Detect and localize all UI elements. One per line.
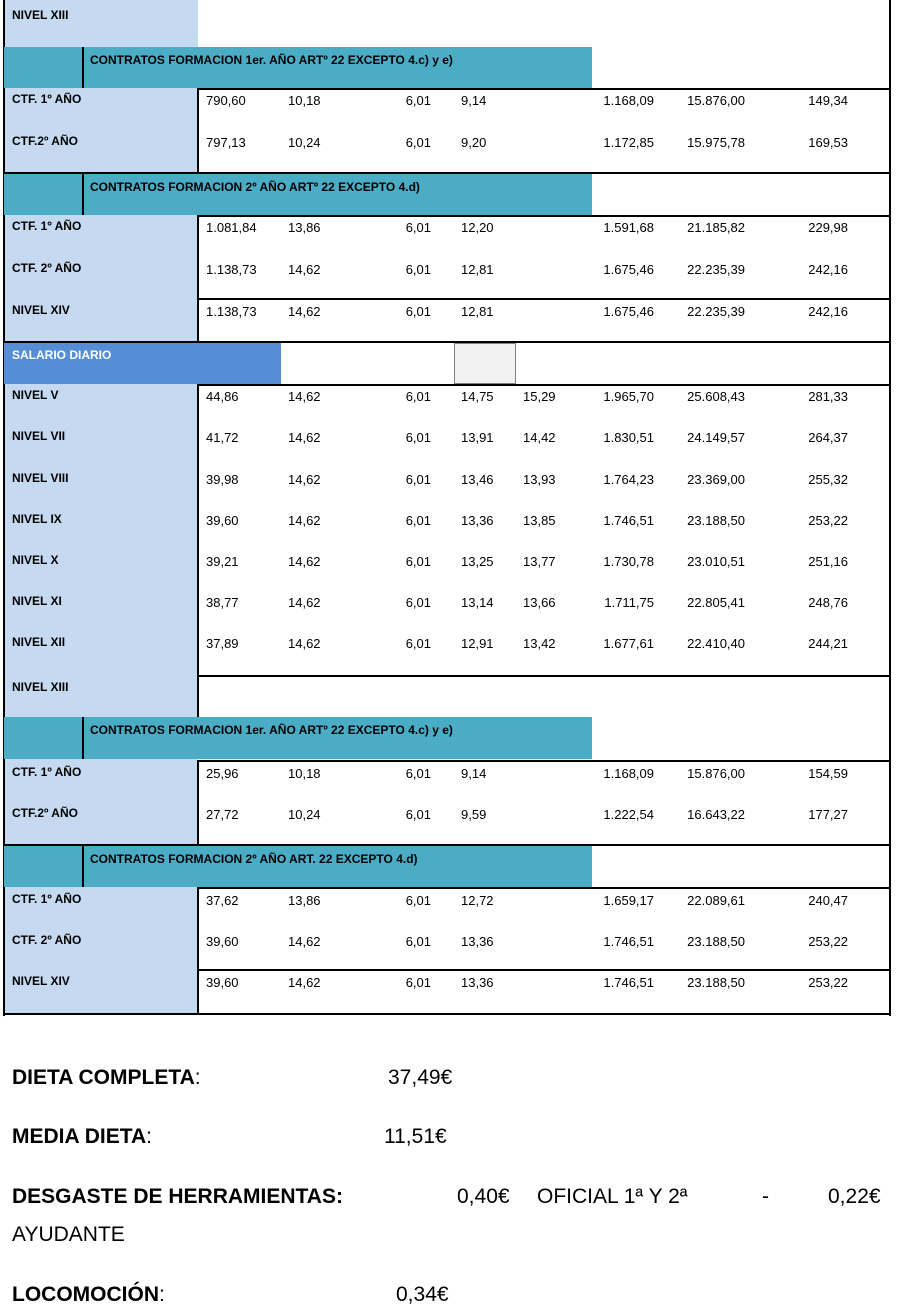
table-cell: 23.188,50: [687, 513, 745, 528]
table-cell: 9,14: [461, 766, 487, 781]
table-cell: 1.746,51: [603, 934, 654, 949]
desgaste-value-oficial: 0,40€: [457, 1185, 510, 1208]
row-divider: [198, 215, 891, 217]
table-cell: 13,86: [288, 893, 321, 908]
table-cell: 1.675,46: [603, 304, 654, 319]
desgaste-label-text: DESGASTE DE HERRAMIENTAS:: [12, 1185, 343, 1208]
table-cell: 39,60: [206, 934, 239, 949]
dieta-completa-label: DIETA COMPLETA: [12, 1066, 195, 1089]
table-cell: 14,62: [288, 262, 321, 277]
section-band-formacion-3: [4, 717, 592, 759]
table-cell: 6,01: [405, 636, 431, 651]
table-cell: 39,60: [206, 975, 239, 990]
table-cell: 25,96: [206, 766, 239, 781]
table-cell: 9,14: [461, 93, 487, 108]
table-cell: 24.149,57: [687, 430, 745, 445]
desgaste-value-ayudante: 0,22€: [828, 1185, 881, 1208]
row-divider: [198, 675, 891, 677]
row-label: CTF. 1º AÑO: [12, 219, 82, 233]
table-cell: 14,62: [288, 513, 321, 528]
table-cell: 10,18: [288, 766, 321, 781]
table-cell: 15.876,00: [687, 766, 745, 781]
table-cell: 14,62: [288, 934, 321, 949]
table-cell: 264,37: [808, 430, 848, 445]
table-cell: 13,36: [461, 975, 494, 990]
table-cell: 9,59: [461, 807, 487, 822]
table-cell: 15,29: [523, 389, 556, 404]
table-cell: 16.643,22: [687, 807, 745, 822]
locomocion-label: LOCOMOCIÓN: [12, 1283, 159, 1306]
table-cell: 6,01: [405, 135, 431, 150]
section-band-title: CONTRATOS FORMACION 2º AÑO ART. 22 EXCEPTO 4.d): [90, 852, 418, 866]
table-cell: 13,66: [523, 595, 556, 610]
section-band-title: CONTRATOS FORMACION 1er. AÑO ARTº 22 EXCEPTO 4.c) y e): [90, 53, 453, 67]
table-cell: 1.659,17: [603, 893, 654, 908]
row-divider: [198, 887, 891, 889]
table-cell: 13,25: [461, 554, 494, 569]
dieta-completa-line: [12, 1066, 201, 1090]
table-cell: 1.675,46: [603, 262, 654, 277]
table-cell: 1.172,85: [603, 135, 654, 150]
desgaste-oficial-text: OFICIAL 1ª Y 2ª: [537, 1185, 688, 1208]
row-label: CTF. 2º AÑO: [12, 261, 82, 275]
table-cell: 39,98: [206, 472, 239, 487]
table-cell: 149,34: [808, 93, 848, 108]
table-cell: 12,91: [461, 636, 494, 651]
row-label-nivel-xiii: NIVEL XIII: [12, 680, 69, 694]
table-cell: 23.188,50: [687, 934, 745, 949]
table-cell: 14,62: [288, 554, 321, 569]
table-cell: 37,62: [206, 893, 239, 908]
table-cell: 1.168,09: [603, 766, 654, 781]
table-cell: 1.138,73: [206, 304, 257, 319]
table-cell: 1.746,51: [603, 513, 654, 528]
table-cell: 6,01: [405, 220, 431, 235]
table-cell: 10,24: [288, 807, 321, 822]
table-cell: 6,01: [405, 513, 431, 528]
col-divider: [197, 760, 199, 844]
table-cell: 790,60: [206, 93, 246, 108]
table-cell: 6,01: [405, 389, 431, 404]
col-divider: [197, 88, 199, 172]
row-label: NIVEL XII: [12, 635, 66, 649]
table-cell: 14,42: [523, 430, 556, 445]
row-label: NIVEL V: [12, 388, 59, 402]
table-cell: 6,01: [405, 975, 431, 990]
table-cell: 15.975,78: [687, 135, 745, 150]
gray-cell: [454, 343, 516, 384]
table-cell: 6,01: [405, 595, 431, 610]
table-cell: 251,16: [808, 554, 848, 569]
table-cell: 22.089,61: [687, 893, 745, 908]
dieta-completa-colon: :: [194, 1066, 201, 1089]
row-label: NIVEL XIV: [12, 974, 70, 988]
row-divider: [198, 969, 891, 971]
table-cell: 10,24: [288, 135, 321, 150]
table-cell: 23.188,50: [687, 975, 745, 990]
table-cell: 14,62: [288, 472, 321, 487]
table-cell: 22.235,39: [687, 304, 745, 319]
row-label: NIVEL IX: [12, 512, 62, 526]
table-cell: 244,21: [808, 636, 848, 651]
table-cell: 6,01: [405, 807, 431, 822]
table-cell: 1.965,70: [603, 389, 654, 404]
table-cell: 6,01: [405, 93, 431, 108]
table-cell: 15.876,00: [687, 93, 745, 108]
table-cell: 23.010,51: [687, 554, 745, 569]
table-cell: 37,89: [206, 636, 239, 651]
table-cell: 22.805,41: [687, 595, 745, 610]
table-cell: 22.235,39: [687, 262, 745, 277]
table-cell: 154,59: [808, 766, 848, 781]
media-dieta-value: 11,51€: [384, 1125, 447, 1148]
row-label: NIVEL VII: [12, 429, 66, 443]
col-divider: [197, 675, 199, 717]
table-cell: 39,60: [206, 513, 239, 528]
row-label: CTF. 1º AÑO: [12, 892, 82, 906]
table-cell: 1.711,75: [604, 595, 654, 610]
table-cell: 1.168,09: [603, 93, 654, 108]
table-cell: 25.608,43: [687, 389, 745, 404]
section-band-formacion-2: [4, 174, 592, 215]
table-cell: 169,53: [808, 135, 848, 150]
row-label: CTF. 2º AÑO: [12, 933, 82, 947]
table-cell: 10,18: [288, 93, 321, 108]
table-cell: 797,13: [206, 135, 246, 150]
table-cell: 242,16: [808, 262, 848, 277]
table-cell: 13,36: [461, 513, 494, 528]
table-cell: 6,01: [405, 766, 431, 781]
row-divider: [198, 298, 891, 300]
table-cell: 242,16: [808, 304, 848, 319]
table-cell: 6,01: [405, 472, 431, 487]
row-label: NIVEL XI: [12, 594, 62, 608]
table-cell: 6,01: [405, 554, 431, 569]
table-cell: 6,01: [405, 304, 431, 319]
section-band-formacion-4: [4, 846, 592, 887]
table-cell: 13,77: [523, 554, 556, 569]
table-cell: 13,36: [461, 934, 494, 949]
desgaste-label: [12, 1185, 343, 1209]
table-cell: 1.830,51: [603, 430, 654, 445]
table-cell: 13,85: [523, 513, 556, 528]
table-cell: 253,22: [808, 975, 848, 990]
row-label: CTF. 1º AÑO: [12, 765, 82, 779]
col-divider: [197, 887, 199, 1014]
table-cell: 9,20: [461, 135, 487, 150]
table-cell: 27,72: [206, 807, 239, 822]
table-bottom-border: [3, 1013, 891, 1015]
table-cell: 1.222,54: [603, 807, 654, 822]
section-band-formacion-1: [4, 47, 592, 88]
table-cell: 13,46: [461, 472, 494, 487]
locomocion-value: 0,34€: [396, 1283, 449, 1306]
row-divider: [198, 760, 891, 762]
table-cell: 6,01: [405, 430, 431, 445]
table-cell: 1.591,68: [603, 220, 654, 235]
table-cell: 14,62: [288, 975, 321, 990]
table-cell: 39,21: [206, 554, 239, 569]
desgaste-dash: -: [762, 1185, 769, 1208]
row-label: NIVEL VIII: [12, 471, 69, 485]
table-cell: 248,76: [808, 595, 848, 610]
table-cell: 41,72: [206, 430, 239, 445]
table-cell: 253,22: [808, 934, 848, 949]
table-cell: 22.410,40: [687, 636, 745, 651]
table-cell: 13,86: [288, 220, 321, 235]
table-cell: 21.185,82: [687, 220, 745, 235]
table-cell: 13,42: [523, 636, 556, 651]
row-label: CTF.2º AÑO: [12, 806, 78, 820]
table-cell: 14,62: [288, 389, 321, 404]
table-cell: 1.764,23: [603, 472, 654, 487]
table-cell: 1.730,78: [603, 554, 654, 569]
table-cell: 6,01: [405, 934, 431, 949]
media-dieta-label: MEDIA DIETA: [12, 1125, 147, 1148]
table-cell: 281,33: [808, 389, 848, 404]
table-cell: 1.746,51: [603, 975, 654, 990]
row-label: NIVEL X: [12, 553, 59, 567]
row-label: CTF.2º AÑO: [12, 134, 78, 148]
table-cell: 13,14: [461, 595, 494, 610]
table-cell: 12,20: [461, 220, 494, 235]
section-band-title: CONTRATOS FORMACION 2º AÑO ARTº 22 EXCEPTO 4.d): [90, 180, 420, 194]
row-label: CTF. 1º AÑO: [12, 92, 82, 106]
row-label: NIVEL XIV: [12, 303, 70, 317]
locomocion-line: [12, 1283, 165, 1307]
table-cell: 240,47: [808, 893, 848, 908]
table-cell: 23.369,00: [687, 472, 745, 487]
dieta-completa-value: 37,49€: [388, 1066, 453, 1089]
section-band-title: CONTRATOS FORMACION 1er. AÑO ARTº 22 EXCEPTO 4.c) y e): [90, 723, 453, 737]
table-cell: 6,01: [405, 262, 431, 277]
table-cell: 14,62: [288, 304, 321, 319]
row-divider: [198, 88, 891, 90]
media-dieta-colon: :: [146, 1125, 153, 1148]
table-cell: 177,27: [808, 807, 848, 822]
table-cell: 13,91: [461, 430, 494, 445]
table-cell: 13,93: [523, 472, 556, 487]
col-divider: [197, 215, 199, 341]
table-cell: 14,62: [288, 595, 321, 610]
salario-diario-header: SALARIO DIARIO: [4, 343, 281, 384]
table-cell: 1.138,73: [206, 262, 257, 277]
table-cell: 6,01: [405, 893, 431, 908]
table-cell: 1.677,61: [603, 636, 654, 651]
table-right-border: [889, 0, 891, 1016]
table-cell: 14,62: [288, 430, 321, 445]
table-cell: 12,81: [461, 262, 494, 277]
table-cell: 229,98: [808, 220, 848, 235]
table-cell: 44,86: [206, 389, 239, 404]
table-cell: 12,72: [461, 893, 494, 908]
media-dieta-line: [12, 1125, 152, 1149]
table-cell: 253,22: [808, 513, 848, 528]
table-cell: 12,81: [461, 304, 494, 319]
table-cell: 14,62: [288, 636, 321, 651]
desgaste-ayudante-text: AYUDANTE: [12, 1223, 125, 1246]
table-cell: 1.081,84: [206, 220, 257, 235]
row-divider: [198, 384, 891, 386]
table-cell: 38,77: [206, 595, 239, 610]
table-cell: 255,32: [808, 472, 848, 487]
locomocion-colon: :: [159, 1283, 165, 1306]
row-label-nivel-xiii-top: NIVEL XIII: [12, 8, 69, 22]
col-divider: [197, 384, 199, 676]
table-cell: 14,75: [461, 389, 494, 404]
